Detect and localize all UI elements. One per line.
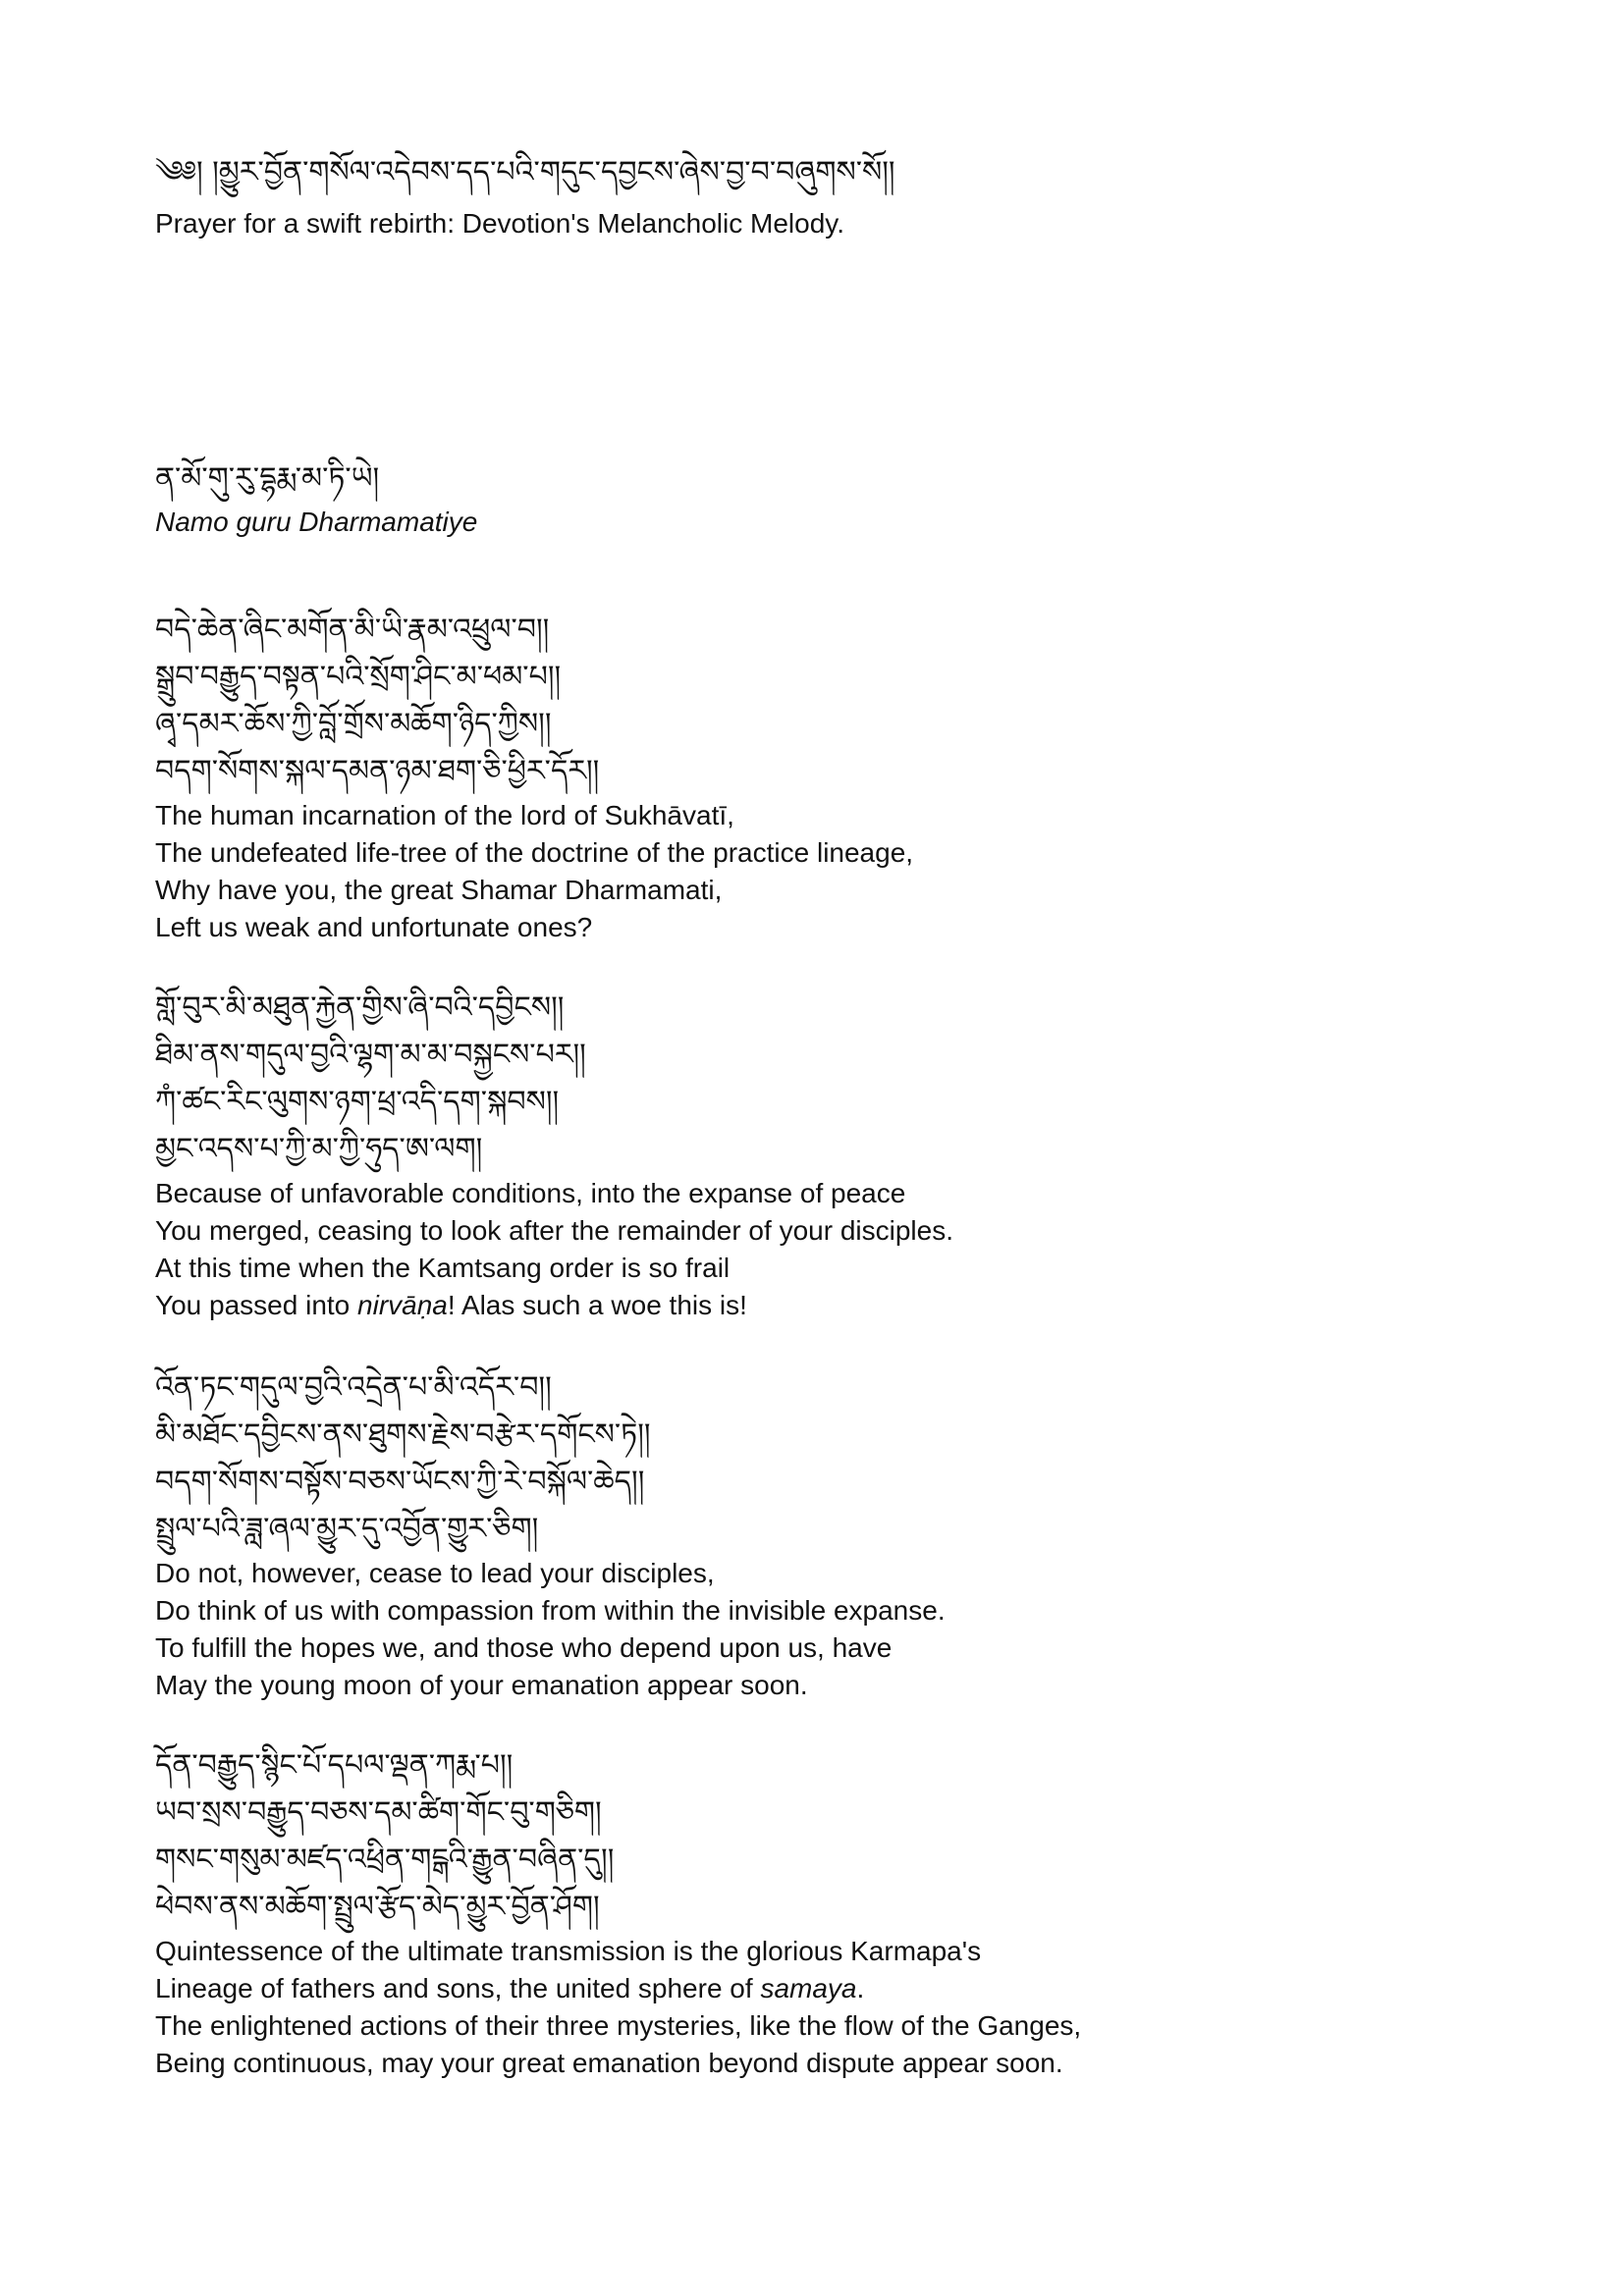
stanza-english [155, 797, 1510, 946]
english-line: Why have you, the great Shamar Dharmamati, [155, 875, 723, 905]
tibetan-line: སྤྲུལ་པའི་ཟླ་ཞལ་མྱུར་དུ་འབྱོན་གྱུར་ཅིག། [155, 1512, 539, 1546]
english-line: Do think of us with compassion from within the invisible expanse. [155, 1595, 946, 1626]
english-line: The human incarnation of the lord of Sukhāvatī, [155, 800, 734, 830]
stanza-1 [155, 607, 1510, 946]
invocation-tibetan: ན་མོ་གུ་རུ་དྷརྨ་མ་ཏི་ཡེ། [155, 461, 380, 496]
english-line: Because of unfavorable conditions, into the expanse of peace [155, 1178, 906, 1208]
tibetan-line: ཀཾ་ཚང་རིང་ལུགས་ཉག་ཕྲ་འདི་དག་སྐབས།། [155, 1085, 560, 1119]
english-line: Left us weak and unfortunate ones? [155, 912, 593, 942]
english-line: Do not, however, cease to lead your disciples, [155, 1558, 715, 1588]
tibetan-line: དོན་བརྒྱུད་སྙིང་པོ་དཔལ་ལྡན་ཀརྨ་པ།། [155, 1748, 514, 1783]
stanza-tibetan [155, 985, 1510, 1173]
tibetan-line: ཕེབས་ནས་མཆོག་སྤྲུལ་རྩོད་མེད་མྱུར་བྱོན་ཤོག། [155, 1890, 600, 1924]
stanza-3 [155, 1364, 1510, 1704]
tibetan-line: གློ་བུར་མི་མཐུན་རྐྱེན་གྱིས་ཞི་བའི་དབྱིངས།། [155, 990, 565, 1025]
stanza-english [155, 1933, 1510, 2082]
tibetan-line: ཡབ་སྲས་བརྒྱུད་བཅས་དམ་ཚིག་གོང་བུ་གཅིག། [155, 1795, 602, 1830]
tibetan-line: འོན་ཏང་གདུལ་བྱའི་འདྲེན་པ་མི་འདོར་བ།། [155, 1370, 552, 1405]
title-tibetan: ༄༅། །མྱུར་བྱོན་གསོལ་འདེབས་དད་པའི་གདུང་དབྱངས་ཞེས་བྱ་བ་བཞུགས་སོ།། [155, 155, 895, 189]
tibetan-line: གསང་གསུམ་མཛད་འཕྲིན་གངྒའི་རྒྱུན་བཞིན་དུ།། [155, 1842, 615, 1877]
tibetan-line: ཐིམ་ནས་གདུལ་བྱའི་ལྷག་མ་མ་བསྐྱངས་པར།། [155, 1038, 586, 1072]
stanza-2 [155, 985, 1510, 1324]
stanza-english [155, 1175, 1510, 1324]
english-line: You passed into nirvāṇa! Alas such a woe this is! [155, 1290, 747, 1320]
english-line: The undefeated life-tree of the doctrine of the practice lineage, [155, 837, 914, 868]
english-line: May the young moon of your emanation appear soon. [155, 1670, 808, 1700]
english-line: Being continuous, may your great emanation beyond dispute appear soon. [155, 2048, 1063, 2078]
english-line: At this time when the Kamtsang order is so frail [155, 1253, 731, 1283]
tibetan-line: སྒྲུབ་བརྒྱུད་བསྟན་པའི་སྲོག་ཤིང་མ་ཕམ་པ།། [155, 660, 562, 694]
english-line: To fulfill the hopes we, and those who depend upon us, have [155, 1632, 893, 1663]
english-line: The enlightened actions of their three mysteries, like the flow of the Ganges, [155, 2010, 1082, 2041]
tibetan-line: བདག་སོགས་སྐལ་དམན་ཉམ་ཐག་ཅི་ཕྱིར་དོར།། [155, 754, 600, 788]
stanza-english [155, 1555, 1510, 1704]
invocation-english: Namo guru Dharmamatiye [155, 507, 478, 537]
tibetan-line: བདག་སོགས་བསྟོས་བཅས་ཡོངས་ཀྱི་རེ་བསྐོལ་ཆེད།། [155, 1465, 645, 1499]
stanza-4 [155, 1742, 1510, 2082]
english-line: Lineage of fathers and sons, the united sphere of samaya. [155, 1973, 865, 2003]
tibetan-line: ཞྭ་དམར་ཆོས་ཀྱི་བློ་གྲོས་མཆོག་ཉིད་ཀྱིས།། [155, 707, 552, 741]
stanza-tibetan [155, 1742, 1510, 1931]
title-english: Prayer for a swift rebirth: Devotion's Melancholic Melody. [155, 208, 844, 239]
english-line: Quintessence of the ultimate transmission is the glorious Karmapa's [155, 1936, 982, 1966]
tibetan-line: མི་མཐོང་དབྱིངས་ནས་ཐུགས་རྗེས་བརྩེར་དགོངས་ཏེ།། [155, 1417, 651, 1452]
stanza-tibetan [155, 607, 1510, 795]
tibetan-line: མྱང་འདས་པ་ཀྱི་མ་ཀྱི་ཧུད་ཨ་ལག། [155, 1132, 483, 1166]
stanza-tibetan [155, 1364, 1510, 1553]
tibetan-line: བདེ་ཆེན་ཞིང་མགོན་མི་ཡི་རྣམ་འཕྲུལ་བ།། [155, 613, 550, 647]
english-line: You merged, ceasing to look after the remainder of your disciples. [155, 1215, 953, 1246]
